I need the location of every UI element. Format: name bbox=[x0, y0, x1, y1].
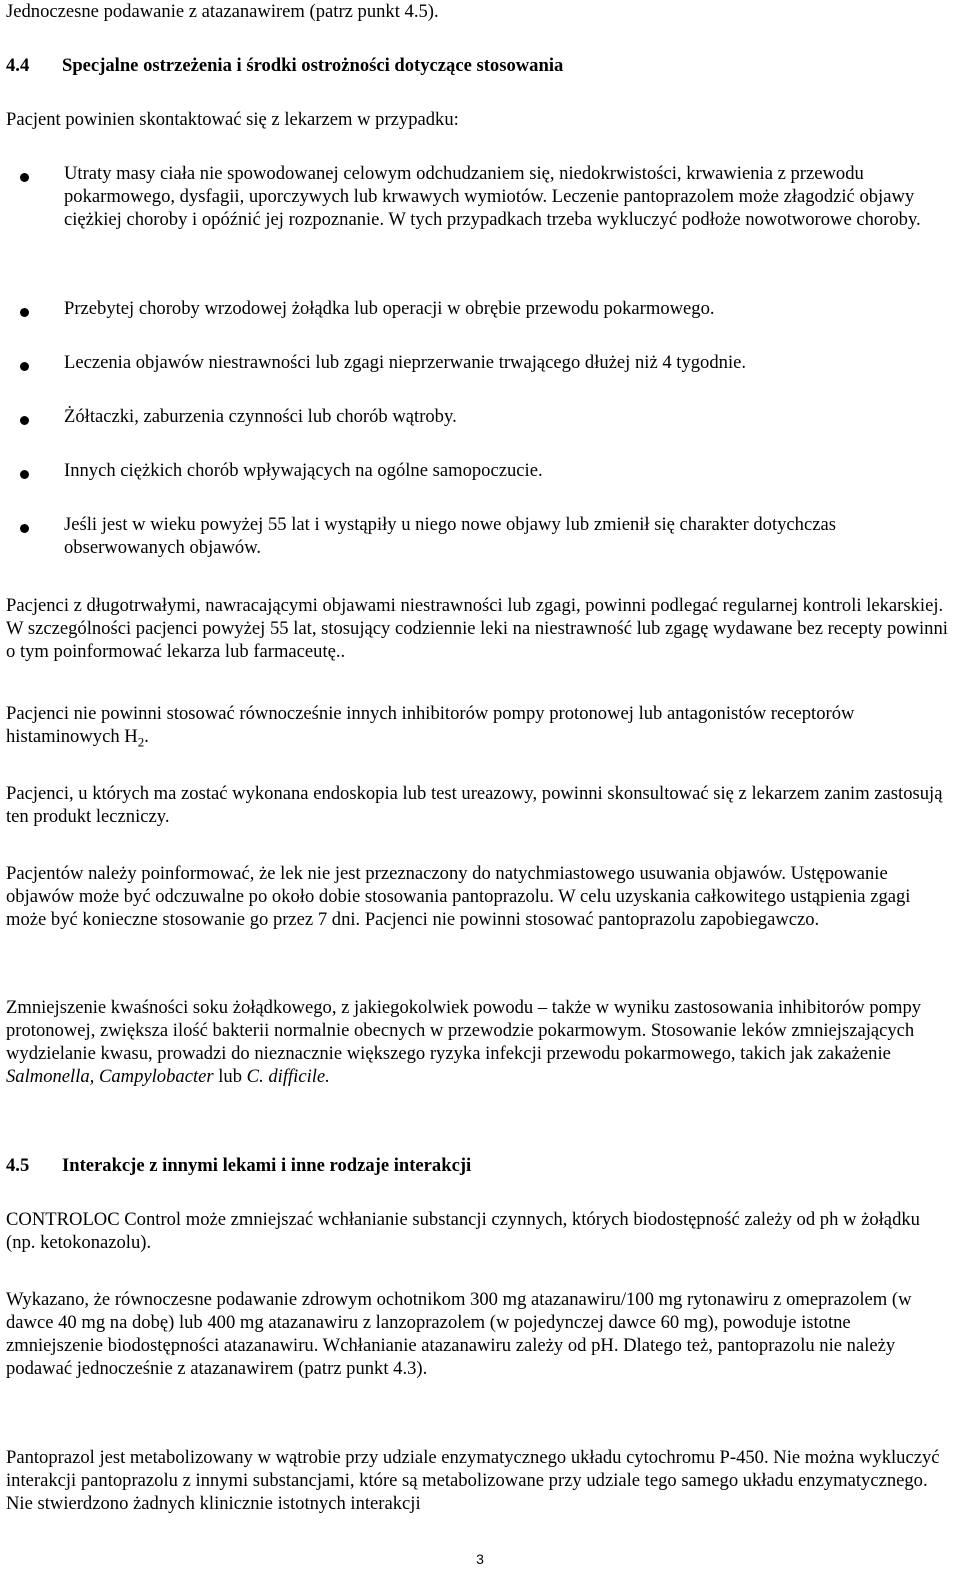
bullet-icon bbox=[20, 416, 29, 425]
section-number: 4.5 bbox=[6, 1155, 30, 1176]
paragraph: Pantoprazol jest metabolizowany w wątrobie przy udziale enzymatycznego układu cytochromu P-450. Nie można wykluczyć interakcji pantoprazolu z innymi substancjami, które są metabolizowane przy udziale tego samego układu enzymatycznego. Nie stwierdzono żadnych klinicznie istotnych interakcji bbox=[6, 1447, 940, 1514]
paragraph: Pacjentów należy poinformować, że lek nie jest przeznaczony do natychmiastowego usuwania objawów. Ustępowanie objawów może być odczuwalne po około dobie stosowania pantoprazolu. W celu uzyskania całkowitego ustąpienia zgagi może być konieczne stosowanie go przez 7 dni. Pacjenci nie powinni stosować pantoprazolu zapobiegawczo. bbox=[6, 863, 911, 930]
section-4-4-heading bbox=[6, 54, 952, 77]
section-title: Specjalne ostrzeżenia i środki ostrożności dotyczące stosowania bbox=[62, 55, 564, 76]
intro-text: Pacjent powinien skontaktować się z lekarzem w przypadku: bbox=[6, 109, 459, 130]
section-number: 4.4 bbox=[6, 55, 30, 76]
bullet-icon bbox=[20, 470, 29, 479]
paragraph: Pacjenci z długotrwałymi, nawracającymi objawami niestrawności lub zgagi, powinni podlegać regularnej kontroli lekarskiej. W szczególności pacjenci powyżej 55 lat, stosujący codziennie leki na niestrawność lub zgagę wydawane bez recepty powinni o tym poinformować lekarza lub farmaceutę.. bbox=[6, 595, 948, 662]
paragraph: Wykazano, że równoczesne podawanie zdrowym ochotnikom 300 mg atazanawiru/100 mg rytonawiru z omeprazolem (w dawce 40 mg na dobę) lub 400 mg atazanawiru z lanzoprazolem (w pojedynczej dawce 60 mg), powoduje istotne zmniejszenie biodostępności atazanawiru. Wchłanianie atazanawiru zależy od pH. Dlatego też, pantoprazolu nie należy podawać jednocześnie z atazanawirem (patrz punkt 4.3). bbox=[6, 1289, 912, 1379]
paragraph: Zmniejszenie kwaśności soku żołądkowego, z jakiegokolwiek powodu – także w wyniku zastosowania inhibitorów pompy protonowej, zwiększa ilość bakterii normalnie obecnych w przewodzie pokarmowym. Stosowanie leków zmniejszających wydzielanie kwasu, prowadzi do nieznacznie większego ryzyka infekcji przewodu pokarmowego, takich jak zakażenie Salmonella, Campylobacter lub C. difficile. bbox=[6, 997, 922, 1087]
paragraph: Pacjenci, u których ma zostać wykonana endoskopia lub test ureazowy, powinni skonsultować się z lekarzem zanim zastosują ten produkt leczniczy. bbox=[6, 783, 943, 827]
top-line: Jednoczesne podawanie z atazanawirem (patrz punkt 4.5). bbox=[6, 1, 439, 22]
bullet-icon bbox=[20, 308, 29, 317]
section-title: Interakcje z innymi lekami i inne rodzaje interakcji bbox=[62, 1155, 472, 1176]
bullet-icon bbox=[20, 173, 29, 182]
section-4-5-heading bbox=[6, 1154, 952, 1177]
paragraph: CONTROLOC Control może zmniejszać wchłanianie substancji czynnych, których biodostępność zależy od ph w żołądku (np. ketokonazolu). bbox=[6, 1209, 920, 1253]
document-page: Jednoczesne podawanie z atazanawirem (patrz punkt 4.5). 4.4 Specjalne ostrzeżenia i środki ostrożności dotyczące stosowania Pacjent powinien skontaktować się z lekarzem w przypadku: Utraty masy ciała nie spowodowanej celowym odchudzaniem się, niedokrwistości, krwawienia z przewodu pokarmowego, dysfagii, uporczywych lub krwawych wymiotów. Leczenie pantoprazolem może złagodzić objawy ciężkiej choroby i opóźnić jej rozpoznanie. W tych przypadkach trzeba wykluczyć podłoże nowotworowe choroby. Przebytej choroby wrzodowej żołądka lub operacji w obrębie przewodu pokarmowego. Leczenia objawów niestrawności lub zgagi nieprzerwanie trwającego dłużej niż 4 tygodnie. Żółtaczki, zaburzenia czynności lub chorób wątroby. Innych ciężkich chorób wpływających na ogólne samopoczucie. Jeśli jest w wieku powyżej 55 lat i wystąpiły u niego nowe objawy lub zmienił się charakter dotychczas obserwowanych objawów. Pacjenci z długotrwałymi, nawracającymi objawami niestrawności lub zgagi, powinni podlegać regularnej kontroli lekarskiej. W szczególności pacjenci powyżej 55 lat, stosujący codziennie leki na niestrawność lub zgagę wydawane bez recepty powinni o tym poinformować lekarza lub farmaceutę.. Pacjenci nie powinni stosować równocześnie innych inhibitorów pompy protonowej lub antagonistów receptorów histaminowych $H_2$. Pacjenci, u których ma zostać wykonana endoskopia lub test ureazowy, powinni skonsultować się z lekarzem zanim zastosują ten produkt leczniczy. Pacjentów należy poinformować, że lek nie jest przeznaczony do natychmiastowego usuwania objawów. Ustępowanie objawów może być odczuwalne po około dobie stosowania pantoprazolu. W celu uzyskania całkowitego ustąpienia zgagi może być konieczne stosowanie go przez 7 dni. Pacjenci nie powinni stosować pantoprazolu zapobiegawczo. Zmniejszenie kwaśności soku żołądkowego, z jakiegokolwiek powodu – także w wyniku zastosowania inhibitorów pompy protonowej, zwiększa ilość bakterii normalnie obecnych w przewodzie pokarmowym. Stosowanie leków zmniejszających wydzielanie kwasu, prowadzi do nieznacznie większego ryzyka infekcji przewodu pokarmowego, takich jak zakażenie Salmonella, Campylobacter lub C. difficile. 4.5 Interakcje z innymi lekami i inne rodzaje interakcji CONTROLOC Control może zmniejszać wchłanianie substancji czynnych, których biodostępność zależy od ph w żołądku (np. ketokonazolu). Wykazano, że równoczesne podawanie zdrowym ochotnikom 300 mg atazanawiru/100 mg rytonawiru z omeprazolem (w dawce 40 mg na dobę) lub 400 mg atazanawiru z lanzoprazolem (w pojedynczej dawce 60 mg), powoduje istotne zmniejszenie biodostępności atazanawiru. Wchłanianie atazanawiru zależy od pH. Dlatego też, pantoprazolu nie należy podawać jednocześnie z atazanawirem (patrz punkt 4.3). Pantoprazol jest metabolizowany w wątrobie przy udziale enzymatycznego układu cytochromu P-450. Nie można wykluczyć interakcji pantoprazolu z innymi substancjami, które są metabolizowane przy udziale tego samego układu enzymatycznego. Nie stwierdzono żadnych klinicznie istotnych interakcji 3 bbox=[0, 0, 960, 1582]
bullet-icon bbox=[20, 362, 29, 371]
paragraph: Pacjenci nie powinni stosować równocześnie innych inhibitorów pompy protonowej lub antagonistów receptorów histaminowych $H_2$. bbox=[6, 703, 855, 750]
page-number: 3 bbox=[476, 1551, 484, 1567]
bullet-icon bbox=[20, 524, 29, 533]
